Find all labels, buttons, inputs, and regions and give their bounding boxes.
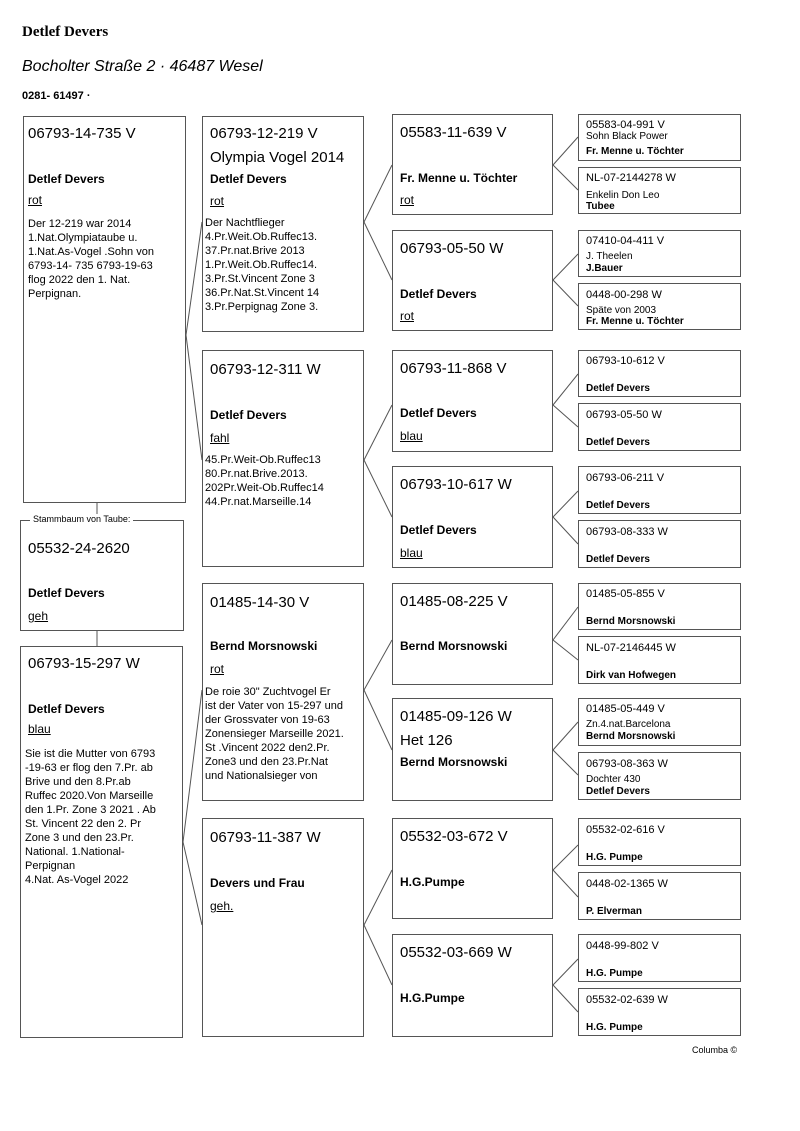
gen2-sd-breeder: Detlef Devers bbox=[210, 408, 287, 422]
gen4-breeder: Tubee bbox=[586, 201, 615, 212]
footer-brand: Columba © bbox=[692, 1045, 738, 1055]
gen4-ring: NL-07-2146445 W bbox=[586, 642, 676, 654]
gen4-ring: 05532-02-639 W bbox=[586, 994, 668, 1006]
gen4-breeder: H.G. Pumpe bbox=[586, 968, 643, 979]
gen4-card-11 bbox=[578, 698, 741, 746]
gen4-breeder: Detlef Devers bbox=[586, 554, 650, 565]
gen4-breeder: Fr. Menne u. Töchter bbox=[586, 316, 684, 327]
gen2-ds-color: rot bbox=[210, 662, 225, 676]
gen2-dd-breeder: Devers und Frau bbox=[210, 876, 305, 890]
owner-name: Detlef Devers bbox=[22, 24, 109, 40]
gen4-ring: 05583-04-991 V bbox=[586, 119, 665, 131]
gen4-card-14 bbox=[578, 872, 741, 920]
sire-ring: 06793-14-735 V bbox=[28, 125, 136, 142]
gen4-breeder: H.G. Pumpe bbox=[586, 1022, 643, 1033]
gen2-ss-breeder: Detlef Devers bbox=[210, 172, 287, 186]
gen3-breeder: Bernd Morsnowski bbox=[400, 639, 508, 653]
gen4-breeder: J.Bauer bbox=[586, 263, 623, 274]
gen3-card-5 bbox=[392, 583, 553, 685]
gen3-breeder: Detlef Devers bbox=[400, 523, 477, 537]
gen3-card-4 bbox=[392, 466, 553, 568]
gen3-ring: 06793-05-50 W bbox=[400, 240, 504, 257]
gen2-dam-dam-card bbox=[202, 818, 364, 1037]
gen4-ring: 01485-05-449 V bbox=[586, 703, 665, 715]
gen3-card-7 bbox=[392, 818, 553, 919]
gen4-ring: NL-07-2144278 W bbox=[586, 172, 676, 184]
gen4-card-15 bbox=[578, 934, 741, 982]
sire-notes: Der 12-219 war 2014 1.Nat.Olympiataube u. 1.Nat.As-Vogel .Sohn von 6793-14- 735 6793-19-63 flog 2022 den 1. Nat. Perpignan. bbox=[28, 218, 154, 300]
gen4-card-10 bbox=[578, 636, 741, 684]
gen4-ring: 06793-08-363 W bbox=[586, 758, 668, 770]
gen2-ds-breeder: Bernd Morsnowski bbox=[210, 639, 318, 653]
gen4-ring: 0448-99-802 V bbox=[586, 940, 659, 952]
gen4-breeder: H.G. Pumpe bbox=[586, 852, 643, 863]
gen4-breeder: Detlef Devers bbox=[586, 500, 650, 511]
sire-breeder: Detlef Devers bbox=[28, 172, 105, 186]
gen2-ss-extra: Olympia Vogel 2014 bbox=[210, 149, 345, 166]
gen3-breeder: Detlef Devers bbox=[400, 406, 477, 420]
gen4-sub: Dochter 430 bbox=[586, 774, 641, 785]
gen2-ss-color: rot bbox=[210, 194, 225, 208]
gen3-color: rot bbox=[400, 193, 415, 207]
gen2-ds-notes: De roie 30" Zuchtvogel Er ist der Vater von 15-297 und der Grossvater von 19-63 Zonensieger Marseille 2021. St .Vincent 2022 den2.Pr. Zone3 und den 23.Pr.Nat und Nationalsieger von bbox=[205, 686, 344, 782]
gen3-card-3 bbox=[392, 350, 553, 452]
gen3-ring: 05583-11-639 V bbox=[400, 124, 507, 141]
gen3-color: blau bbox=[400, 546, 423, 560]
gen4-card-3 bbox=[578, 230, 741, 277]
gen3-ring: 01485-09-126 W bbox=[400, 708, 512, 725]
gen4-breeder: Detlef Devers bbox=[586, 437, 650, 448]
gen3-card-8 bbox=[392, 934, 553, 1037]
gen4-card-4 bbox=[578, 283, 741, 330]
gen4-card-2 bbox=[578, 167, 741, 214]
gen4-sub: Späte von 2003 bbox=[586, 305, 657, 316]
gen2-sire-dam-card bbox=[202, 350, 364, 567]
gen4-card-6 bbox=[578, 403, 741, 451]
gen4-card-9 bbox=[578, 583, 741, 630]
gen4-card-16 bbox=[578, 988, 741, 1036]
gen4-sub: Zn.4.nat.Barcelona bbox=[586, 719, 671, 730]
subject-breeder: Detlef Devers bbox=[28, 586, 105, 600]
gen2-sd-color: fahl bbox=[210, 431, 230, 445]
owner-phone: 0281- 61497 · bbox=[22, 90, 91, 102]
gen4-card-12 bbox=[578, 752, 741, 800]
gen4-breeder: Detlef Devers bbox=[586, 383, 650, 394]
gen3-breeder: Fr. Menne u. Töchter bbox=[400, 171, 518, 185]
gen4-card-7 bbox=[578, 466, 741, 514]
gen3-card-6 bbox=[392, 698, 553, 801]
dam-notes: Sie ist die Mutter von 6793 -19-63 er flog den 7.Pr. ab Brive und den 8.Pr.ab Ruffec 2020.Von Marseille den 1.Pr. Zone 3 2021 . Ab St. Vincent 22 den 2. Pr Zone 3 und den 23.Pr. National. 1.National- Perpignan 4.Nat. As-Vogel 2022 bbox=[25, 748, 156, 886]
gen2-ss-notes: Der Nachtflieger 4.Pr.Weit.Ob.Ruffec13. 37.Pr.nat.Brive 2013 1.Pr.Weit.Ob.Ruffec14. 3.Pr.St.Vincent Zone 3 36.Pr.Nat.St.Vincent 14 3.Pr.Perpignag Zone 3. bbox=[205, 217, 320, 313]
gen2-dam-sire-card bbox=[202, 583, 364, 801]
gen3-extra: Het 126 bbox=[400, 732, 453, 749]
gen3-breeder: H.G.Pumpe bbox=[400, 875, 465, 889]
gen4-sub: J. Theelen bbox=[586, 251, 633, 262]
gen4-ring: 06793-08-333 W bbox=[586, 526, 668, 538]
gen2-sd-ring: 06793-12-311 W bbox=[210, 361, 321, 378]
gen4-breeder: Fr. Menne u. Töchter bbox=[586, 146, 684, 157]
gen4-card-5 bbox=[578, 350, 741, 397]
gen4-breeder: Detlef Devers bbox=[586, 786, 650, 797]
gen2-ss-ring: 06793-12-219 V bbox=[210, 125, 318, 142]
gen2-ds-ring: 01485-14-30 V bbox=[210, 594, 310, 611]
dam-color: blau bbox=[28, 722, 51, 736]
gen3-color: rot bbox=[400, 309, 415, 323]
dam-ring: 06793-15-297 W bbox=[28, 655, 140, 672]
gen3-ring: 06793-10-617 W bbox=[400, 476, 512, 493]
gen4-ring: 07410-04-411 V bbox=[586, 235, 665, 247]
gen3-ring: 05532-03-672 V bbox=[400, 828, 508, 845]
gen3-ring: 06793-11-868 V bbox=[400, 360, 507, 377]
gen3-ring: 01485-08-225 V bbox=[400, 593, 508, 610]
gen2-sire-sire-card bbox=[202, 116, 364, 332]
gen4-ring: 0448-00-298 W bbox=[586, 289, 662, 301]
dam-card bbox=[20, 646, 183, 1038]
stammbaum-label: Stammbaum von Taube: bbox=[30, 514, 133, 524]
gen3-card-1 bbox=[392, 114, 553, 215]
owner-address: Bocholter Straße 2 · 46487 Wesel bbox=[22, 58, 263, 75]
dam-breeder: Detlef Devers bbox=[28, 702, 105, 716]
gen4-ring: 06793-10-612 V bbox=[586, 355, 665, 367]
gen4-breeder: Bernd Morsnowski bbox=[586, 616, 676, 627]
gen3-card-2 bbox=[392, 230, 553, 331]
gen4-breeder: Dirk van Hofwegen bbox=[586, 670, 677, 681]
gen4-sub: Sohn Black Power bbox=[586, 131, 668, 142]
gen4-sub: Enkelin Don Leo bbox=[586, 190, 660, 201]
gen3-color: blau bbox=[400, 429, 423, 443]
gen3-breeder: Bernd Morsnowski bbox=[400, 755, 508, 769]
gen4-ring: 05532-02-616 V bbox=[586, 824, 665, 836]
gen4-card-8 bbox=[578, 520, 741, 568]
gen4-ring: 0448-02-1365 W bbox=[586, 878, 668, 890]
gen2-dd-ring: 06793-11-387 W bbox=[210, 829, 321, 846]
gen4-ring: 01485-05-855 V bbox=[586, 588, 665, 600]
sire-color: rot bbox=[28, 193, 43, 207]
gen2-dd-color: geh. bbox=[210, 899, 234, 913]
gen4-ring: 06793-05-50 W bbox=[586, 409, 662, 421]
gen4-breeder: P. Elverman bbox=[586, 906, 642, 917]
gen3-ring: 05532-03-669 W bbox=[400, 944, 512, 961]
gen4-card-1 bbox=[578, 114, 741, 161]
gen2-sd-notes: 45.Pr.Weit-Ob.Ruffec13 80.Pr.nat.Brive.2013. 202Pr.Weit-Ob.Ruffec14 44.Pr.nat.Marseille.14 bbox=[205, 454, 324, 508]
gen3-breeder: H.G.Pumpe bbox=[400, 991, 465, 1005]
subject-color: geh bbox=[28, 609, 49, 623]
gen3-breeder: Detlef Devers bbox=[400, 287, 477, 301]
gen4-breeder: Bernd Morsnowski bbox=[586, 731, 676, 742]
gen4-ring: 06793-06-211 V bbox=[586, 472, 665, 484]
subject-card bbox=[20, 520, 184, 631]
sire-card bbox=[23, 116, 186, 503]
subject-ring: 05532-24-2620 bbox=[28, 540, 130, 557]
gen4-card-13 bbox=[578, 818, 741, 866]
